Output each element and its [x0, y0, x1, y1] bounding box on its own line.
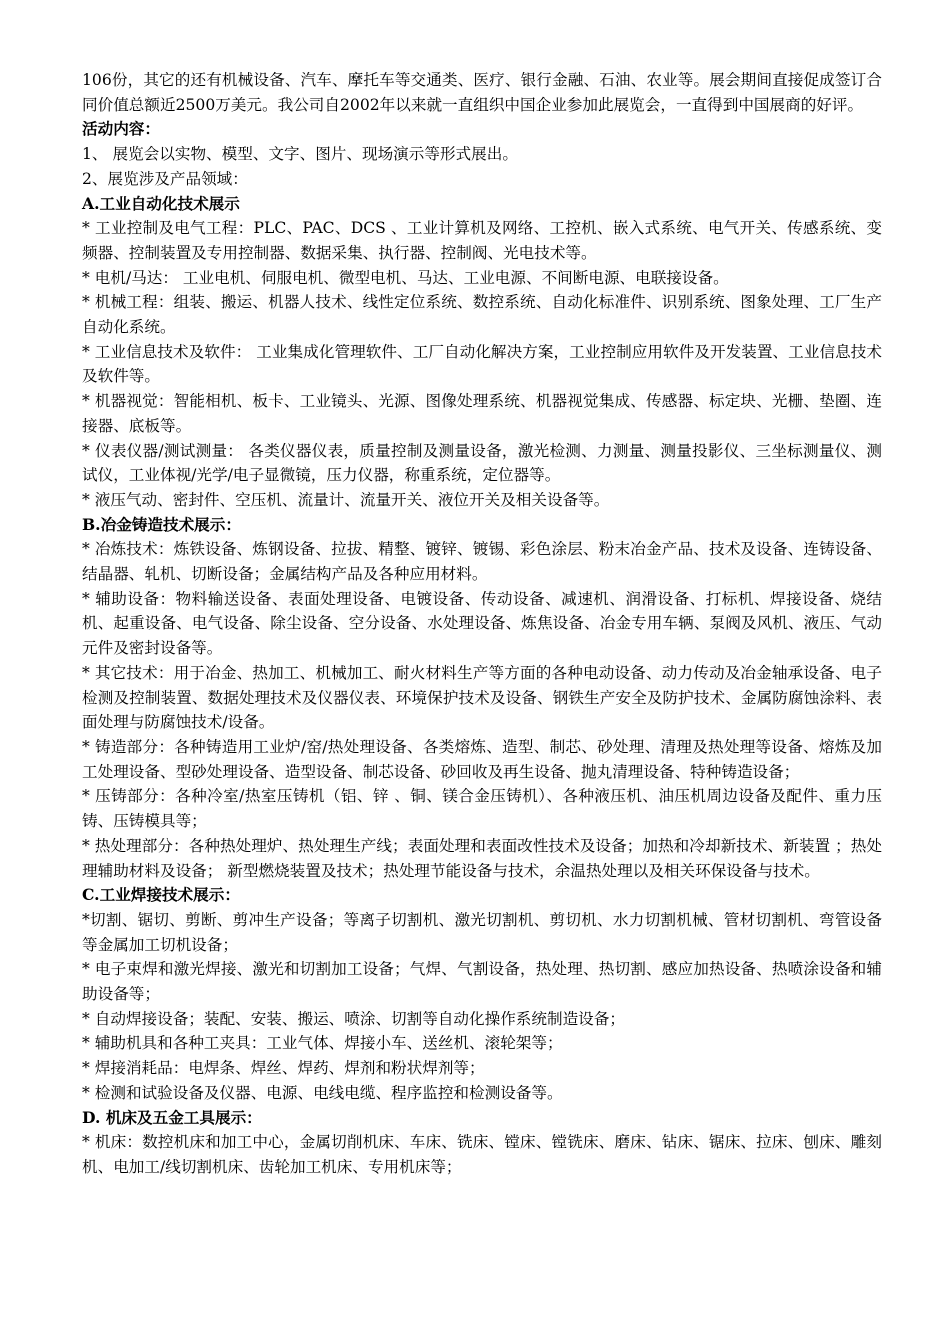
bullet-item: * 铸造部分：各种铸造用工业炉/窑/热处理设备、各类熔炼、造型、制芯、砂处理、清理及热处理等设备、熔炼及加工处理设备、型砂处理设备、造型设备、制芯设备、砂回收及再生设备、抛丸清理设备、特种铸造设备； [82, 737, 882, 781]
bullet-item: * 工业信息技术及软件： 工业集成化管理软件、工厂自动化解决方案，工业控制应用软件及开发装置、工业信息技术及软件等。 [82, 342, 882, 386]
bullet-item: * 仪表仪器/测试测量： 各类仪器仪表，质量控制及测量设备，激光检测、力测量、测量投影仪、三坐标测量仪、测试仪，工业体视/光学/电子显微镜，压力仪器，称重系统，定位器等。 [82, 441, 882, 485]
bullet-item: * 机器视觉：智能相机、板卡、工业镜头、光源、图像处理系统、机器视觉集成、传感器、标定块、光栅、垫圈、连接器、底板等。 [82, 392, 882, 435]
section-heading-b: B.冶金铸造技术展示： [82, 514, 241, 534]
section-heading-a: A.工业自动化技术展示 [82, 193, 240, 213]
bullet-item: * 压铸部分：各种冷室/热室压铸机（铝、锌 、铜、镁合金压铸机）、各种液压机、油压机周边设备及配件、重力压铸、压铸模具等； [82, 787, 882, 831]
bullet-item: * 液压气动、密封件、空压机、流量计、流量开关、液位开关及相关设备等。 [82, 490, 610, 509]
bullet-item: * 自动焊接设备；装配、安装、搬运、喷涂、切割等自动化操作系统制造设备； [82, 1009, 625, 1028]
bullet-item: * 辅助设备：物料输送设备、表面处理设备、电镀设备、传动设备、减速机、润滑设备、打标机、焊接设备、烧结机、起重设备、电气设备、除尘设备、空分设备、水处理设备、炼焦设备、冶金专用车辆、泵阀及风机、液压、气动元件及密封设备等。 [82, 589, 882, 658]
bullet-item: * 辅助机具和各种工夹具：工业气体、焊接小车、送丝机、滚轮架等； [82, 1034, 563, 1053]
bullet-item: * 电子束焊和激光焊接、激光和切割加工设备；气焊、气割设备，热处理、热切割、感应加热设备、热喷涂设备和辅助设备等； [82, 960, 882, 1004]
bullet-item: * 焊接消耗品：电焊条、焊丝、焊药、焊剂和粉状焊剂等； [82, 1059, 485, 1078]
bullet-item: *切割、锯切、剪断、剪冲生产设备；等离子切割机、激光切割机、剪切机、水力切割机械、管材切割机、弯管设备等金属加工切机设备； [82, 910, 882, 954]
section-heading-d: D. 机床及五金工具展示： [82, 1107, 262, 1127]
bullet-item: * 热处理部分：各种热处理炉、热处理生产线；表面处理和表面改性技术及设备；加热和冷却新技术、新装置 ；热处理辅助材料及设备； 新型燃烧装置及技术；热处理节能设备与技术，余温热处理以及相关环保设备与技术。 [82, 836, 882, 880]
intro-paragraph: 106份，其它的还有机械设备、汽车、摩托车等交通类、医疗、银行金融、石油、农业等。展会期间直接促成签订合同价值总额近2500万美元。我公司自2002年以来就一直组织中国企业参加此展览会，一直得到中国展商的好评。 [82, 71, 882, 114]
list-item: 1、 展览会以实物、模型、文字、图片、现场演示等形式展出。 [82, 145, 518, 164]
bullet-item: * 机床：数控机床和加工中心，金属切削机床、车床、铣床、镗床、镗铣床、磨床、钻床、锯床、拉床、刨床、雕刻机、电加工/线切割机床、齿轮加工机床、专用机床等； [82, 1133, 882, 1176]
bullet-item: * 工业控制及电气工程：PLC、PAC、DCS 、工业计算机及网络、工控机、嵌入式系统、电气开关、传感系统、变频器、控制装置及专用控制器、数据采集、执行器、控制阀、光电技术等。 [82, 219, 882, 262]
document-page [82, 68, 882, 1180]
bullet-item: * 检测和试验设备及仪器、电源、电线电缆、程序监控和检测设备等。 [82, 1083, 563, 1102]
list-item: 2、展览涉及产品领域： [82, 169, 248, 188]
bullet-item: * 电机/马达： 工业电机、伺服电机、微型电机、马达、工业电源、不间断电源、电联接设备。 [82, 268, 729, 287]
bullet-item: * 其它技术：用于冶金、热加工、机械加工、耐火材料生产等方面的各种电动设备、动力传动及冶金轴承设备、电子检测及控制装置、数据处理技术及仪器仪表、环境保护技术及设备、钢铁生产安全及防护技术、金属防腐蚀涂料、表面处理与防腐蚀技术/设备。 [82, 663, 882, 732]
bullet-item: * 机械工程：组装、搬运、机器人技术、线性定位系统、数控系统、自动化标准件、识别系统、图象处理、工厂生产自动化系统。 [82, 293, 882, 337]
bullet-item: * 冶炼技术：炼铁设备、炼钢设备、拉拔、精整、镀锌、镀锡、彩色涂层、粉末冶金产品、技术及设备、连铸设备、结晶器、轧机、切断设备；金属结构产品及各种应用材料。 [82, 540, 882, 584]
section-heading-c: C.工业焊接技术展示： [82, 885, 240, 905]
section-heading-activity: 活动内容： [82, 119, 160, 139]
